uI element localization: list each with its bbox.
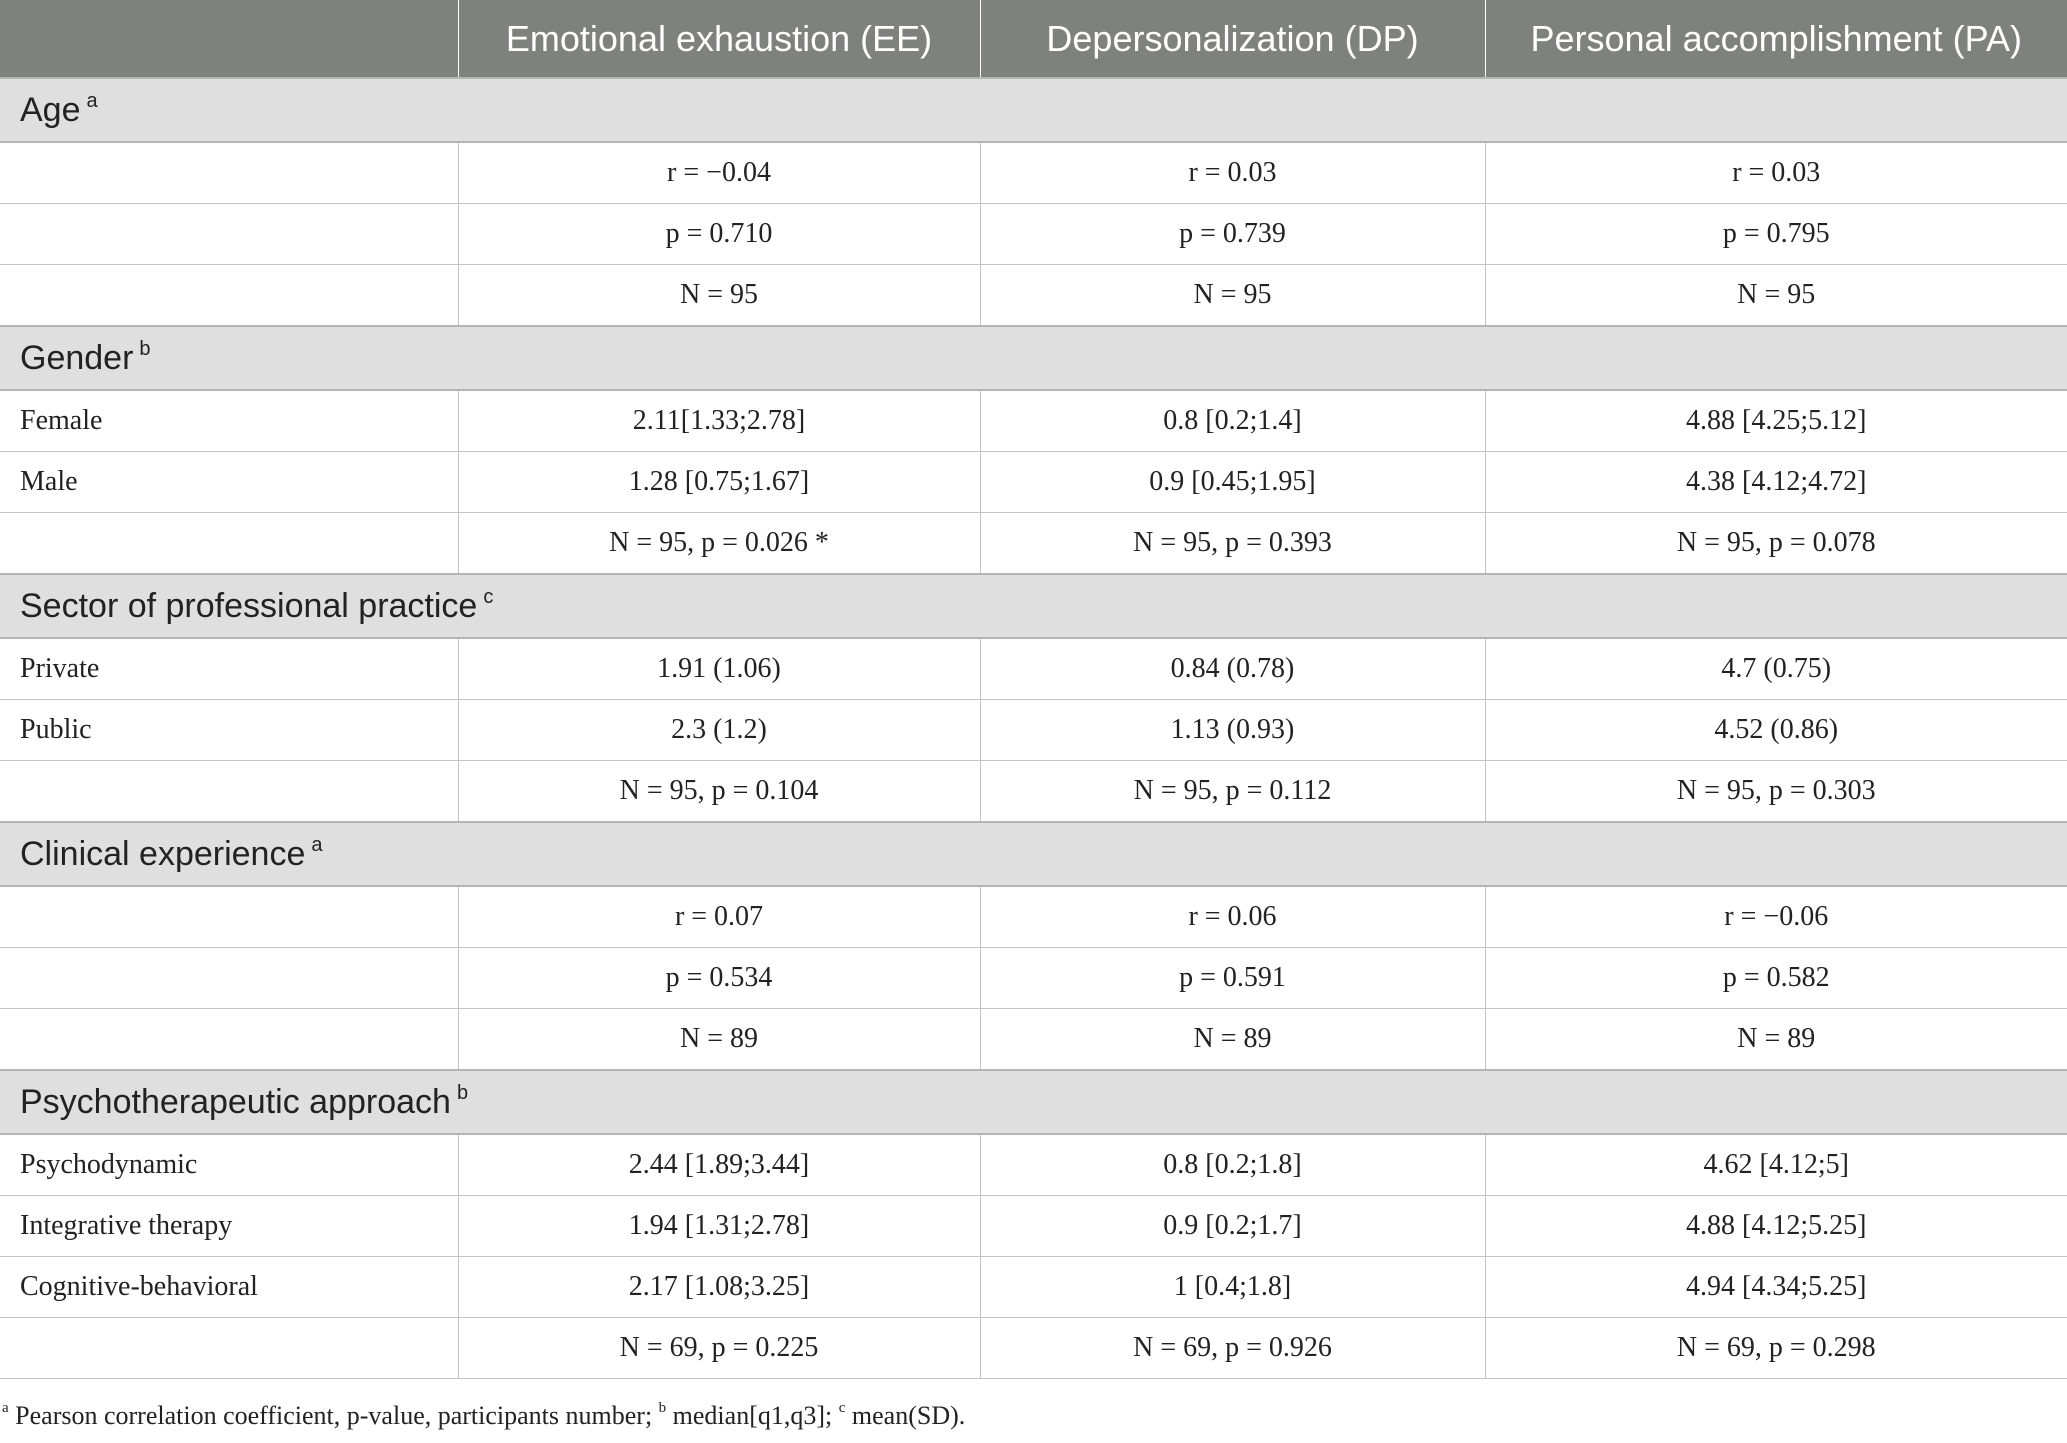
dp-cell: N = 69, p = 0.926 bbox=[980, 1318, 1485, 1379]
ee-cell: r = 0.07 bbox=[458, 886, 980, 948]
row-label bbox=[0, 1009, 458, 1071]
dp-cell: 1.13 (0.93) bbox=[980, 700, 1485, 761]
pa-cell: 4.38 [4.12;4.72] bbox=[1485, 452, 2067, 513]
footnote-mark-a: a bbox=[2, 1400, 9, 1416]
pa-cell: 4.62 [4.12;5] bbox=[1485, 1134, 2067, 1196]
row-label: Private bbox=[0, 638, 458, 700]
row-label bbox=[0, 761, 458, 823]
footnote-text-a: Pearson correlation coefficient, p-value, participants number; bbox=[8, 1401, 659, 1430]
dp-cell: 0.8 [0.2;1.8] bbox=[980, 1134, 1485, 1196]
table-footnote bbox=[0, 1400, 965, 1431]
section-superscript: b bbox=[456, 1082, 469, 1104]
pa-cell: p = 0.795 bbox=[1485, 204, 2067, 265]
table-row bbox=[0, 204, 2067, 265]
row-label bbox=[0, 1318, 458, 1379]
ee-cell: 1.91 (1.06) bbox=[458, 638, 980, 700]
header-cell-empty bbox=[0, 0, 458, 78]
pa-cell: N = 89 bbox=[1485, 1009, 2067, 1071]
ee-cell: N = 69, p = 0.225 bbox=[458, 1318, 980, 1379]
row-label: Female bbox=[0, 390, 458, 452]
dp-cell: 0.9 [0.2;1.7] bbox=[980, 1196, 1485, 1257]
table-row bbox=[0, 886, 2067, 948]
header-cell-dp: Depersonalization (DP) bbox=[980, 0, 1485, 78]
row-label bbox=[0, 142, 458, 204]
footnote-text-c: mean(SD). bbox=[845, 1401, 966, 1430]
ee-cell: 1.28 [0.75;1.67] bbox=[458, 452, 980, 513]
header-cell-ee: Emotional exhaustion (EE) bbox=[458, 0, 980, 78]
ee-cell: N = 95, p = 0.026 * bbox=[458, 513, 980, 575]
table-row bbox=[0, 1257, 2067, 1318]
row-label: Integrative therapy bbox=[0, 1196, 458, 1257]
ee-cell: N = 89 bbox=[458, 1009, 980, 1071]
row-label: Public bbox=[0, 700, 458, 761]
ee-cell: 2.3 (1.2) bbox=[458, 700, 980, 761]
table-row bbox=[0, 1134, 2067, 1196]
row-label: Cognitive-behavioral bbox=[0, 1257, 458, 1318]
table-row bbox=[0, 142, 2067, 204]
footnote-mark-c: c bbox=[838, 1400, 846, 1416]
dp-cell: r = 0.03 bbox=[980, 142, 1485, 204]
pa-cell: N = 69, p = 0.298 bbox=[1485, 1318, 2067, 1379]
footnote-text-b: median[q1,q3]; bbox=[666, 1401, 839, 1430]
section-row-sector bbox=[0, 574, 2067, 638]
section-label: Age bbox=[20, 91, 81, 129]
table-row bbox=[0, 1196, 2067, 1257]
row-label bbox=[0, 265, 458, 327]
row-label bbox=[0, 886, 458, 948]
table-row bbox=[0, 265, 2067, 327]
section-label: Clinical experience bbox=[20, 835, 306, 873]
dp-cell: N = 95, p = 0.393 bbox=[980, 513, 1485, 575]
section-row-gender bbox=[0, 326, 2067, 390]
section-row-age bbox=[0, 78, 2067, 142]
pa-cell: p = 0.582 bbox=[1485, 948, 2067, 1009]
section-superscript: a bbox=[86, 90, 98, 112]
pa-cell: 4.52 (0.86) bbox=[1485, 700, 2067, 761]
dp-cell: p = 0.739 bbox=[980, 204, 1485, 265]
table-row bbox=[0, 513, 2067, 575]
dp-cell: 0.84 (0.78) bbox=[980, 638, 1485, 700]
ee-cell: 2.17 [1.08;3.25] bbox=[458, 1257, 980, 1318]
section-row-clinical-experience bbox=[0, 822, 2067, 886]
ee-cell: 2.44 [1.89;3.44] bbox=[458, 1134, 980, 1196]
pa-cell: r = 0.03 bbox=[1485, 142, 2067, 204]
ee-cell: r = −0.04 bbox=[458, 142, 980, 204]
row-label bbox=[0, 513, 458, 575]
ee-cell: p = 0.710 bbox=[458, 204, 980, 265]
dp-cell: N = 95 bbox=[980, 265, 1485, 327]
pa-cell: N = 95 bbox=[1485, 265, 2067, 327]
section-row-psychotherapeutic-approach bbox=[0, 1070, 2067, 1134]
section-superscript: b bbox=[139, 338, 151, 360]
ee-cell: p = 0.534 bbox=[458, 948, 980, 1009]
table-row bbox=[0, 948, 2067, 1009]
pa-cell: 4.94 [4.34;5.25] bbox=[1485, 1257, 2067, 1318]
section-label: Gender bbox=[20, 339, 134, 377]
dp-cell: 0.9 [0.45;1.95] bbox=[980, 452, 1485, 513]
pa-cell: 4.88 [4.25;5.12] bbox=[1485, 390, 2067, 452]
pa-cell: N = 95, p = 0.078 bbox=[1485, 513, 2067, 575]
ee-cell: 1.94 [1.31;2.78] bbox=[458, 1196, 980, 1257]
header-cell-pa: Personal accomplishment (PA) bbox=[1485, 0, 2067, 78]
ee-cell: N = 95 bbox=[458, 265, 980, 327]
table-row bbox=[0, 1009, 2067, 1071]
row-label bbox=[0, 204, 458, 265]
section-superscript: a bbox=[311, 834, 323, 856]
table-row bbox=[0, 700, 2067, 761]
dp-cell: 0.8 [0.2;1.4] bbox=[980, 390, 1485, 452]
dp-cell: 1 [0.4;1.8] bbox=[980, 1257, 1485, 1318]
section-label: Psychotherapeutic approach bbox=[20, 1083, 451, 1121]
row-label: Psychodynamic bbox=[0, 1134, 458, 1196]
table-row bbox=[0, 1318, 2067, 1379]
dp-cell: N = 89 bbox=[980, 1009, 1485, 1071]
dp-cell: r = 0.06 bbox=[980, 886, 1485, 948]
table-row bbox=[0, 638, 2067, 700]
dp-cell: N = 95, p = 0.112 bbox=[980, 761, 1485, 823]
row-label bbox=[0, 948, 458, 1009]
pa-cell: N = 95, p = 0.303 bbox=[1485, 761, 2067, 823]
row-label: Male bbox=[0, 452, 458, 513]
table-row bbox=[0, 452, 2067, 513]
footnote-mark-b: b bbox=[658, 1400, 667, 1416]
dp-cell: p = 0.591 bbox=[980, 948, 1485, 1009]
pa-cell: r = −0.06 bbox=[1485, 886, 2067, 948]
pa-cell: 4.7 (0.75) bbox=[1485, 638, 2067, 700]
section-superscript: c bbox=[483, 586, 494, 608]
table-row bbox=[0, 761, 2067, 823]
section-label: Sector of professional practice bbox=[20, 587, 478, 625]
header-row bbox=[0, 0, 2067, 78]
ee-cell: N = 95, p = 0.104 bbox=[458, 761, 980, 823]
ee-cell: 2.11[1.33;2.78] bbox=[458, 390, 980, 452]
table-row bbox=[0, 390, 2067, 452]
pa-cell: 4.88 [4.12;5.25] bbox=[1485, 1196, 2067, 1257]
